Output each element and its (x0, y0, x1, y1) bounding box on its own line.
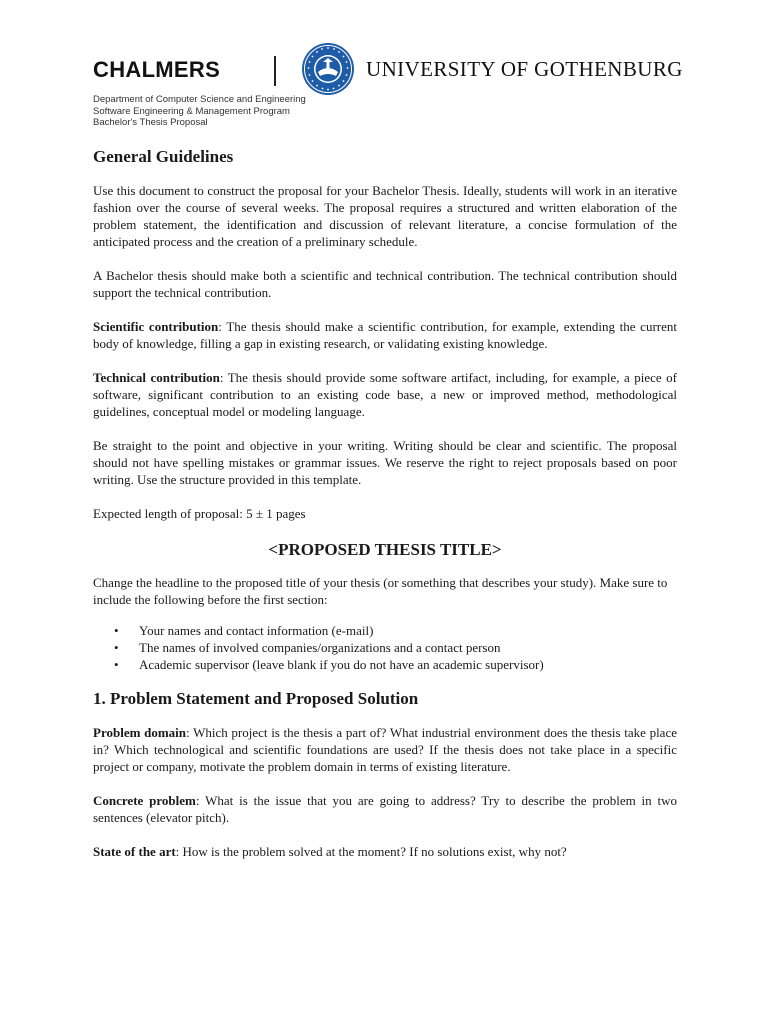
problem-domain-paragraph (93, 724, 677, 775)
problem-domain-label: Problem domain (93, 725, 187, 740)
university-name: UNIVERSITY OF GOTHENBURG (366, 57, 683, 81)
department-line: Department of Computer Science and Engineering (93, 94, 306, 105)
technical-contribution-text: : The thesis should provide some software artifact, including, for example, a piece of software, significant contribution to an existing code base, a new or improved method, methodological guidelines, conceptual model or modeling language. (93, 370, 677, 419)
intro-paragraph: Use this document to construct the proposal for your Bachelor Thesis. Ideally, students will work in an iterative fashion over the course of several weeks. The proposal requires a structured and written elaboration of the problem statement, the identification and discussion of relevant literature, a concise formulation of the anticipated process and the creation of a preliminary schedule. (93, 183, 677, 249)
problem-domain-text: : Which project is the thesis a part of? What industrial environment does the thesis take place in? Which technological and scientific foundations are used? If the thesis does not take place in a specific project or company, motivate the problem domain in terms of existing literature. (93, 725, 677, 774)
proposed-thesis-title: <PROPOSED THESIS TITLE> (268, 540, 502, 559)
bullet-icon: • (114, 640, 119, 655)
section-1-heading: 1. Problem Statement and Proposed Solution (93, 689, 419, 708)
list-item: • Academic supervisor (leave blank if you do not have an academic supervisor) (114, 657, 544, 672)
guidelines-heading: General Guidelines (93, 147, 234, 166)
university-seal-icon (301, 42, 355, 96)
technical-contribution-paragraph (93, 369, 677, 420)
concrete-problem-text: : What is the issue that you are going to address? Try to describe the problem in two sentences (elevator pitch). (93, 793, 678, 825)
state-of-the-art-label: State of the art (93, 844, 176, 859)
writing-paragraph: Be straight to the point and objective in your writing. Writing should be clear and scientific. The proposal should not have spelling mistakes or grammar issues. We reserve the right to reject proposals based on poor writing. Use the structure provided in this template. (93, 438, 677, 487)
program-line: Software Engineering & Management Program (93, 105, 290, 117)
state-of-the-art-text: : How is the problem solved at the moment? If no solutions exist, why not? (175, 844, 567, 859)
scientific-contribution-text: : The thesis should make a scientific contribution, for example, extending the current body of knowledge, filling a gap in existing research, or validating existing knowledge. (93, 319, 677, 351)
logo-divider (274, 56, 276, 86)
required-info-list (93, 622, 677, 673)
bullet-icon: • (114, 657, 119, 672)
document-type-line: Bachelor's Thesis Proposal (93, 117, 208, 128)
concrete-problem-label: Concrete problem (93, 793, 196, 808)
document-body (93, 146, 677, 877)
department-info (93, 94, 306, 129)
bullet-icon: • (114, 623, 119, 638)
thesis-intro-paragraph: Change the headline to the proposed title of your thesis (or something that describes your study). Make sure to include the following before the first section: (93, 575, 668, 607)
list-item: • Your names and contact information (e-mail) (114, 623, 374, 638)
chalmers-logo: CHALMERS (93, 57, 221, 82)
contribution-paragraph: A Bachelor thesis should make both a scientific and technical contribution. The technical contribution should support the technical contribution. (93, 268, 677, 300)
state-of-the-art-paragraph (93, 843, 677, 860)
technical-contribution-label: Technical contribution (93, 370, 220, 385)
concrete-problem-paragraph (93, 792, 677, 826)
list-item: • The names of involved companies/organizations and a contact person (114, 640, 501, 655)
expected-length: Expected length of proposal: 5 ± 1 pages (93, 506, 306, 521)
scientific-contribution-paragraph (93, 318, 677, 352)
page-header (93, 42, 713, 98)
scientific-contribution-label: Scientific contribution (93, 319, 219, 334)
